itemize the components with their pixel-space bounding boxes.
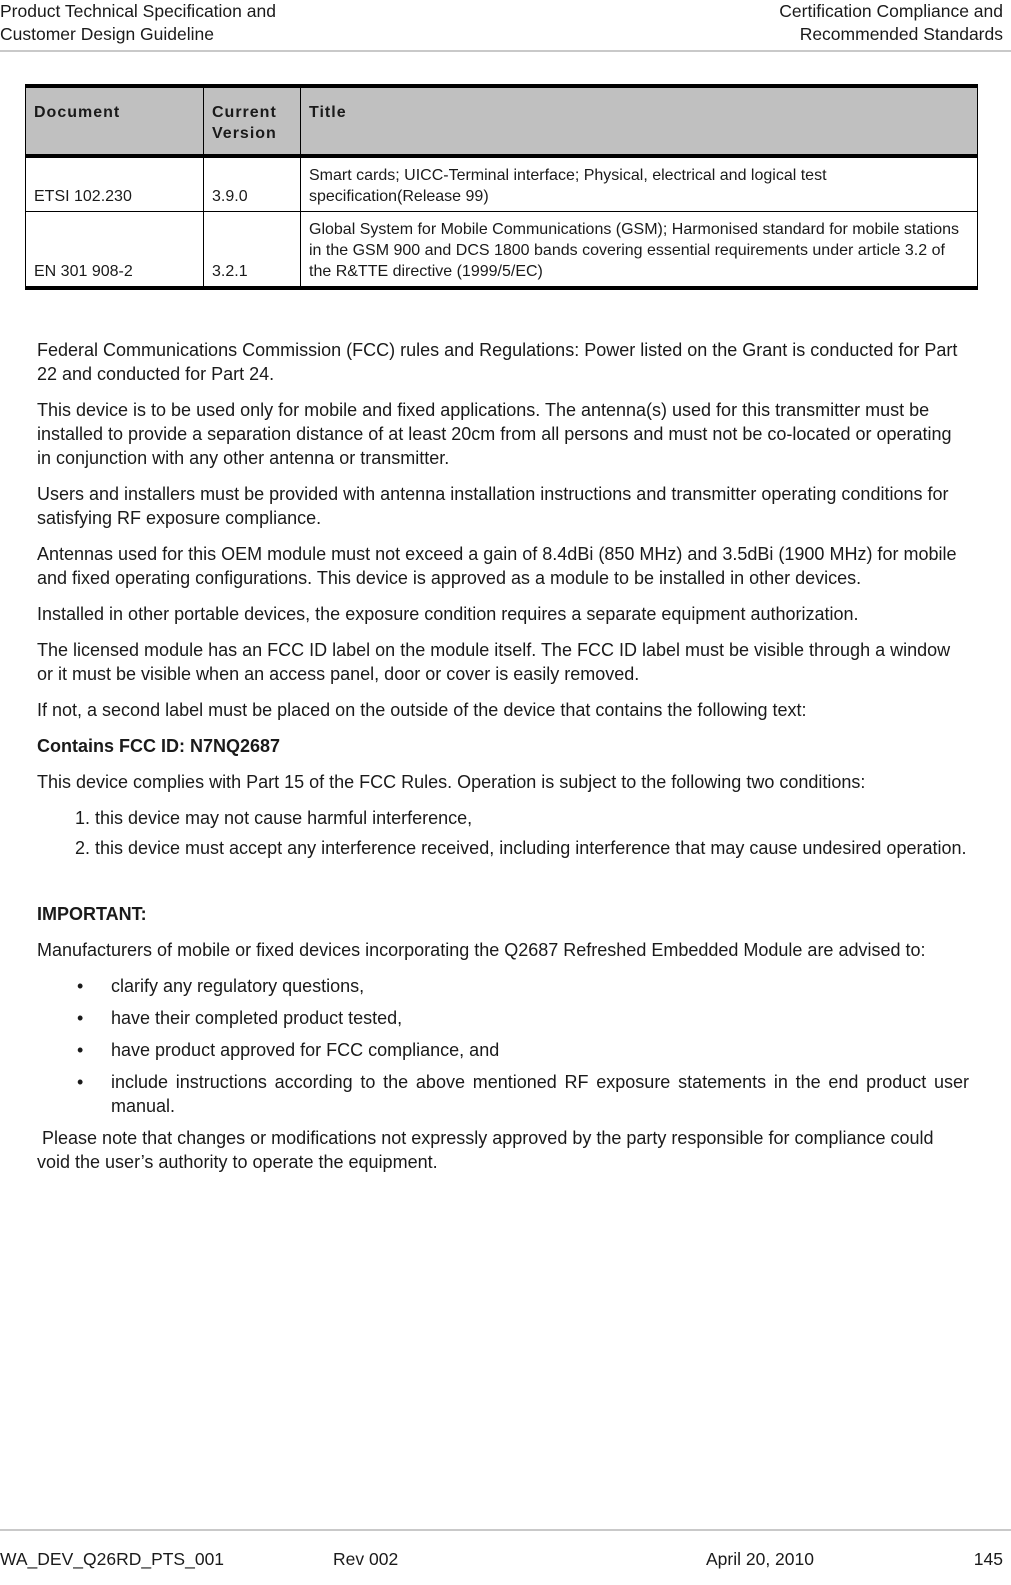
header-left [0,0,276,46]
list-item [37,1038,969,1062]
table-header-row [26,86,978,156]
paragraph-label: The licensed module has an FCC ID label on the module itself. The FCC ID label must be visible through a window or it must be visible when an access panel, door or cover is easily removed. [37,640,951,684]
page-footer [0,1529,1011,1585]
paragraph-fcc-rules: Federal Communications Commission (FCC) rules and Regulations: Power listed on the Grant is conducted for Part 22 and conducted for Part 24. [37,340,958,384]
body-content [37,338,969,1186]
table-row [26,212,978,289]
paragraph-portable: Installed in other portable devices, the exposure condition requires a separate equipment authorization. [37,604,859,624]
footer-doc-id: WA_DEV_Q26RD_PTS_001 [0,1549,225,1569]
paragraph-part15: This device complies with Part 15 of the FCC Rules. Operation is subject to the following two conditions: [37,772,866,792]
cell-document: ETSI 102.230 [26,156,204,212]
header-right-line2: Recommended Standards [799,24,1003,44]
header-left-line2: Customer Design Guideline [0,24,214,44]
cell-title: Global System for Mobile Communications (GSM); Harmonised standard for mobile stations in the GSM 900 and DCS 1800 bands covering essential requirements under article 3.2 of the R&TTE directive (1999/5/EC) [301,212,978,289]
paragraph-changes-warning: Please note that changes or modifications not expressly approved by the party responsible for compliance could void the user’s authority to operate the equipment. [37,1128,939,1172]
col-header-version: Current Version [204,86,301,156]
bullet-icon: • [77,1072,84,1092]
bullet-icon: • [77,1040,84,1060]
footer-date: April 20, 2010 [706,1549,814,1569]
list-text: have their completed product tested, [111,1008,403,1028]
table-row [26,156,978,212]
list-text: clarify any regulatory questions, [111,976,365,996]
list-text: include instructions according to the above mentioned RF exposure statements in the end product user manual. [111,1072,969,1116]
advice-list [37,974,969,1118]
paragraph-manufacturers: Manufacturers of mobile or fixed devices incorporating the Q2687 Refreshed Embedded Module are advised to: [37,940,926,960]
paragraph-installers: Users and installers must be provided with antenna installation instructions and transmitter operating conditions for satisfying RF exposure compliance. [37,484,949,528]
page-header [0,0,1011,52]
cell-version: 3.2.1 [204,212,301,289]
list-text: this device must accept any interference received, including interference that may cause undesired operation. [95,838,967,858]
list-text: have product approved for FCC compliance, and [111,1040,500,1060]
footer-revision: Rev 002 [333,1549,399,1569]
cell-version: 3.9.0 [204,156,301,212]
bullet-icon: • [77,976,84,996]
conditions-list [37,806,969,860]
list-item [37,1070,969,1118]
paragraph-second-label: If not, a second label must be placed on the outside of the device that contains the following text: [37,700,807,720]
list-number: 2. [75,838,91,858]
cell-document: EN 301 908-2 [26,212,204,289]
list-item [37,836,969,860]
header-right-line1: Certification Compliance and [779,1,1003,21]
paragraph-antenna-gain: Antennas used for this OEM module must not exceed a gain of 8.4dBi (850 MHz) and 3.5dBi (1900 MHz) for mobile and fixed operating configurations. This device is approved as a module to be installed in other devices. [37,544,957,588]
list-number: 1. [75,808,91,828]
list-text: this device may not cause harmful interference, [95,808,473,828]
bullet-icon: • [77,1008,84,1028]
standards-table [25,84,978,290]
list-item [37,974,969,998]
header-left-line1: Product Technical Specification and [0,1,276,21]
col-header-document: Document [26,86,204,156]
col-header-title: Title [301,86,978,156]
paragraph-usage: This device is to be used only for mobile and fixed applications. The antenna(s) used for this transmitter must be installed to provide a separation distance of at least 20cm from all persons and must not be co-located or operating in conjunction with any other antenna or transmitter. [37,400,952,468]
fcc-id-statement: Contains FCC ID: N7NQ2687 [37,736,281,756]
footer-page-number: 145 [973,1549,1003,1569]
list-item [37,806,969,830]
header-right [779,0,1003,46]
important-heading: IMPORTANT: [37,904,147,924]
cell-title: Smart cards; UICC-Terminal interface; Physical, electrical and logical test specification(Release 99) [301,156,978,212]
list-item [37,1006,969,1030]
